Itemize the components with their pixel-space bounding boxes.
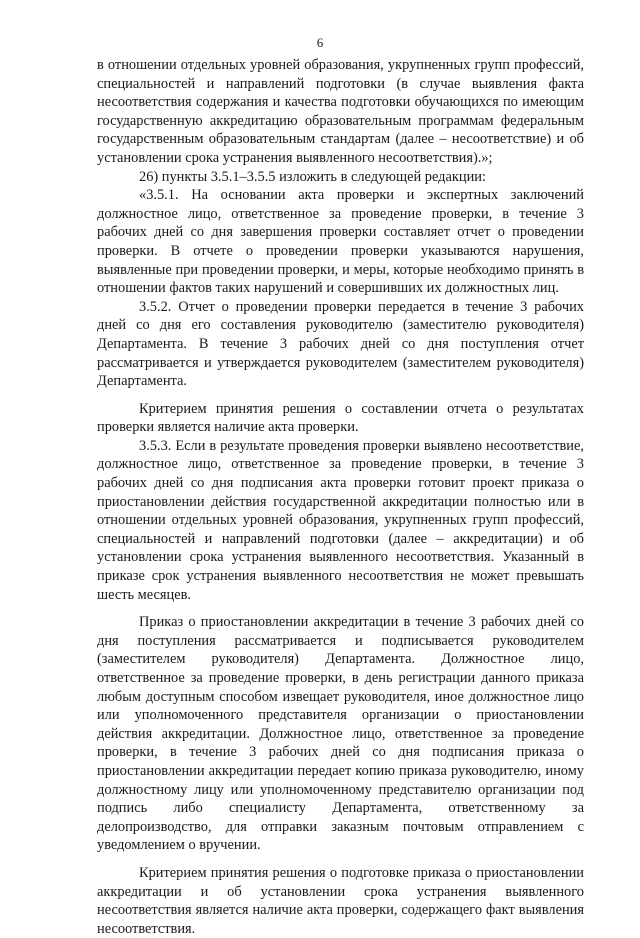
- paragraph-3-5-3: 3.5.3. Если в результате проведения проверки выявлено несоответствие, должностное лицо, ответственное за проведение проверки, в течение 3 рабочих дней со дня подписания акта проверки готовит проект приказа о приостановлении действия государственной аккредитации полностью или в отношении отдельных уровней образования, укрупненных групп профессий, специальностей и направлений подготовки (далее – аккредитации) и об установлении срока устранения выявленного несоответствия. Указанный в приказе срок устранения выявленного несоответствия не может превышать шесть месяцев.: [97, 437, 584, 603]
- paragraph-item-26: 26) пункты 3.5.1–3.5.5 изложить в следующей редакции:: [139, 168, 486, 185]
- document-body: [97, 56, 584, 938]
- paragraph-suspension-order: Приказ о приостановлении аккредитации в течение 3 рабочих дней со дня поступления рассматривается и подписывается руководителем (заместителем руководителя) Департамента. Должностное лицо, ответственное за проведение проверки, в день регистрации данного приказа любым доступным способом извещает руководителя, иное должностное лицо или уполномоченного представителя организации о приостановлении действия аккредитации. Должностное лицо, ответственное за проведение проверки, в течение 3 рабочих дней со дня подписания приказа о приостановлении аккредитации передает копию приказа руководителю, иному должностному лицу или уполномоченному представителю организации под подпись либо специалисту Департамента, ответственному за делопроизводство, для отправки заказным почтовым отправлением с уведомлением о вручении.: [97, 614, 584, 854]
- paragraph-3-5-1: «3.5.1. На основании акта проверки и экспертных заключений должностное лицо, ответственное за проведение проверки, в течение 3 рабочих дней со дня завершения проверки составляет отчет о проведении проверки. В отчете о проведении проверки указываются нарушения, выявленные при проведении проверки, и меры, которые необходимо принять в отношении фактов таких нарушений и совершивших их должностных лиц.: [97, 187, 584, 297]
- page-number: 6: [316, 35, 324, 50]
- paragraph-continuation: в отношении отдельных уровней образования, укрупненных групп профессий, специальностей и направлений подготовки (в случае выявления факта несоответствия содержания и качества подготовки обучающихся по имеющим государственную аккредитацию образовательным программам федеральным государственным образовательным стандартам (далее – несоответствие) и об установлении срока устранения выявленного несоответствия).»;: [97, 57, 584, 166]
- paragraph-3-5-2: 3.5.2. Отчет о проведении проверки передается в течение 3 рабочих дней со дня его составления руководителю (заместителю руководителя) Департамента. В течение 3 рабочих дней со дня поступления отчет рассматривается и утверждается руководителем (заместителем руководителя) Департамента.: [97, 298, 584, 390]
- paragraph-criterion-order: Критерием принятия решения о подготовке приказа о приостановлении аккредитации и об установлении срока устранения выявленного несоответствия является наличие акта проверки, содержащего факт выявления несоответствия.: [97, 864, 584, 937]
- paragraph-criterion-report: Критерием принятия решения о составлении отчета о результатах проверки является наличие акта проверки.: [97, 400, 584, 436]
